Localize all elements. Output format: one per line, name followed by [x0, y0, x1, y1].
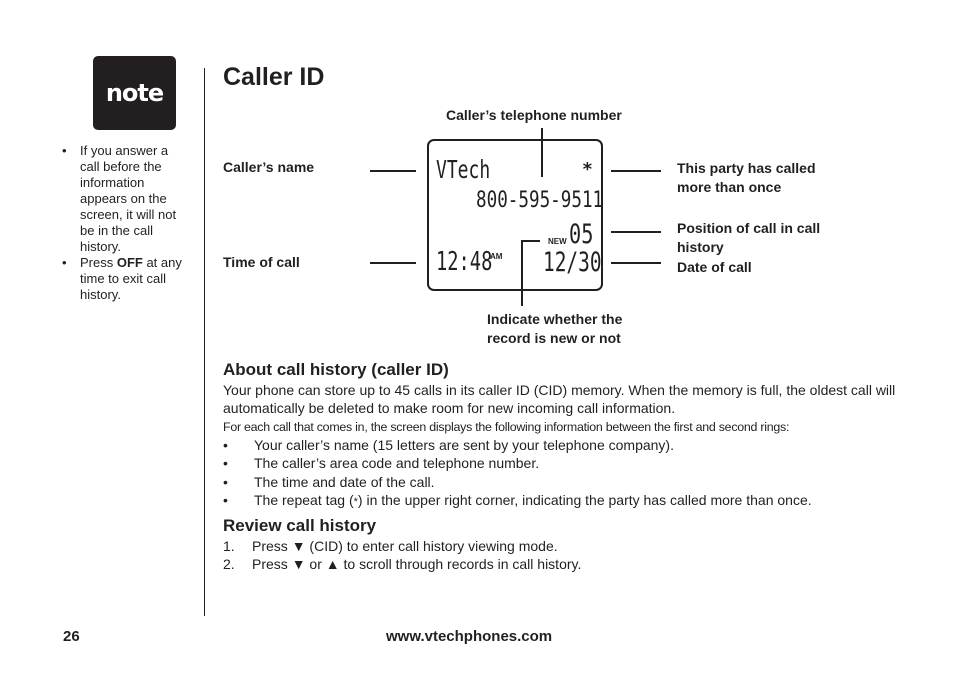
repeat-tag-icon: *: [353, 496, 358, 509]
website-link[interactable]: www.vtechphones.com: [386, 628, 553, 645]
label-time-of-call: Time of call: [223, 254, 300, 270]
review-step-2: [223, 555, 913, 573]
lcd-time: 12:48: [436, 247, 493, 277]
pointer-line-position: [611, 231, 661, 233]
page-title: Caller ID: [223, 63, 325, 91]
review-step-2-prefix: Press: [252, 556, 292, 573]
review-step-1-prefix: Press: [252, 538, 292, 554]
sidebar-note-2-suffix: at any time to exit call history.: [80, 255, 182, 302]
sidebar-notes: [62, 143, 190, 303]
sidebar-note-1-text: If you answer a call before the information appears on the screen, it will not be in the call history.: [80, 143, 177, 254]
review-heading: Review call history: [223, 516, 377, 535]
label-call-position: [677, 219, 820, 257]
label-callers-name: Caller’s name: [223, 159, 315, 175]
label-new-line-2: record is new or not: [487, 330, 621, 346]
label-position-line-1: Position of call in call: [677, 220, 821, 236]
sidebar-note-2-prefix: Press: [80, 255, 117, 270]
about-bullet-4: [223, 491, 913, 511]
label-position-line-2: history: [677, 239, 724, 255]
review-steps: [223, 537, 913, 574]
about-paragraph-2: For each call that comes in, the screen displays the following information between the first and second rings:: [223, 420, 790, 434]
review-step-2-suffix: to scroll through records in call history.: [339, 556, 582, 573]
label-repeat-caller: [677, 159, 816, 197]
lcd-date: 12/30: [543, 247, 602, 278]
about-bullet-1: • Your caller’s name (15 letters are sent by your telephone company).: [223, 436, 913, 454]
about-paragraph-1: Your phone can store up to 45 calls in its caller ID (CID) memory. When the memory is full, the oldest call will automatically be deleted to make room for new incoming call information.: [223, 382, 896, 416]
about-heading: About call history (caller ID): [223, 360, 449, 379]
note-badge-label: note: [105, 79, 164, 107]
down-arrow-icon: ▼: [291, 538, 306, 554]
note-badge: [93, 56, 176, 130]
column-divider: [204, 68, 205, 616]
review-step-2-mid: or: [305, 556, 326, 573]
off-key-label: OFF: [116, 255, 143, 270]
lcd-phone-number: 800-595-9511: [476, 188, 604, 213]
lcd-display: [427, 139, 603, 291]
label-new-line-1: Indicate whether the: [487, 311, 623, 327]
pointer-line-name: [370, 170, 416, 172]
label-repeat-line-2: more than once: [677, 179, 782, 195]
label-new-indicator: [487, 310, 622, 348]
about-bullet-4-suffix: ) in the upper right corner, indicating the party has called more than once.: [357, 492, 812, 509]
page-number: 26: [63, 628, 80, 645]
lcd-new-tag: NEW: [548, 237, 567, 246]
review-step-1: [223, 537, 913, 555]
review-step-1-number: 1.: [223, 538, 235, 554]
sidebar-note-2: [62, 255, 190, 303]
review-section: [223, 515, 913, 574]
label-date-of-call: Date of call: [677, 259, 752, 275]
review-step-2-number: 2.: [223, 556, 235, 573]
label-telephone-number: Caller’s telephone number: [446, 107, 622, 123]
about-bullet-4-prefix: The repeat tag (: [254, 492, 354, 509]
about-bullet-list: [223, 436, 913, 512]
review-step-1-suffix: (CID) to enter call history viewing mode.: [305, 538, 558, 554]
about-bullet-2: • The caller’s area code and telephone number.: [223, 454, 913, 472]
pointer-line-date: [611, 262, 661, 264]
lcd-call-position: 05: [569, 219, 594, 250]
label-repeat-line-1: This party has called: [677, 160, 816, 176]
sidebar-note-1: [62, 143, 190, 255]
down-arrow-icon: ▼: [291, 556, 306, 573]
lcd-caller-name: VTech: [436, 155, 491, 184]
lcd-repeat-symbol: *: [582, 159, 593, 180]
pointer-line-time: [370, 262, 416, 264]
about-section: [223, 359, 913, 512]
lcd-ampm: AM: [490, 252, 503, 261]
pointer-line-repeat: [611, 170, 661, 172]
up-arrow-icon: ▲: [325, 556, 340, 573]
about-bullet-3: • The time and date of the call.: [223, 473, 913, 491]
